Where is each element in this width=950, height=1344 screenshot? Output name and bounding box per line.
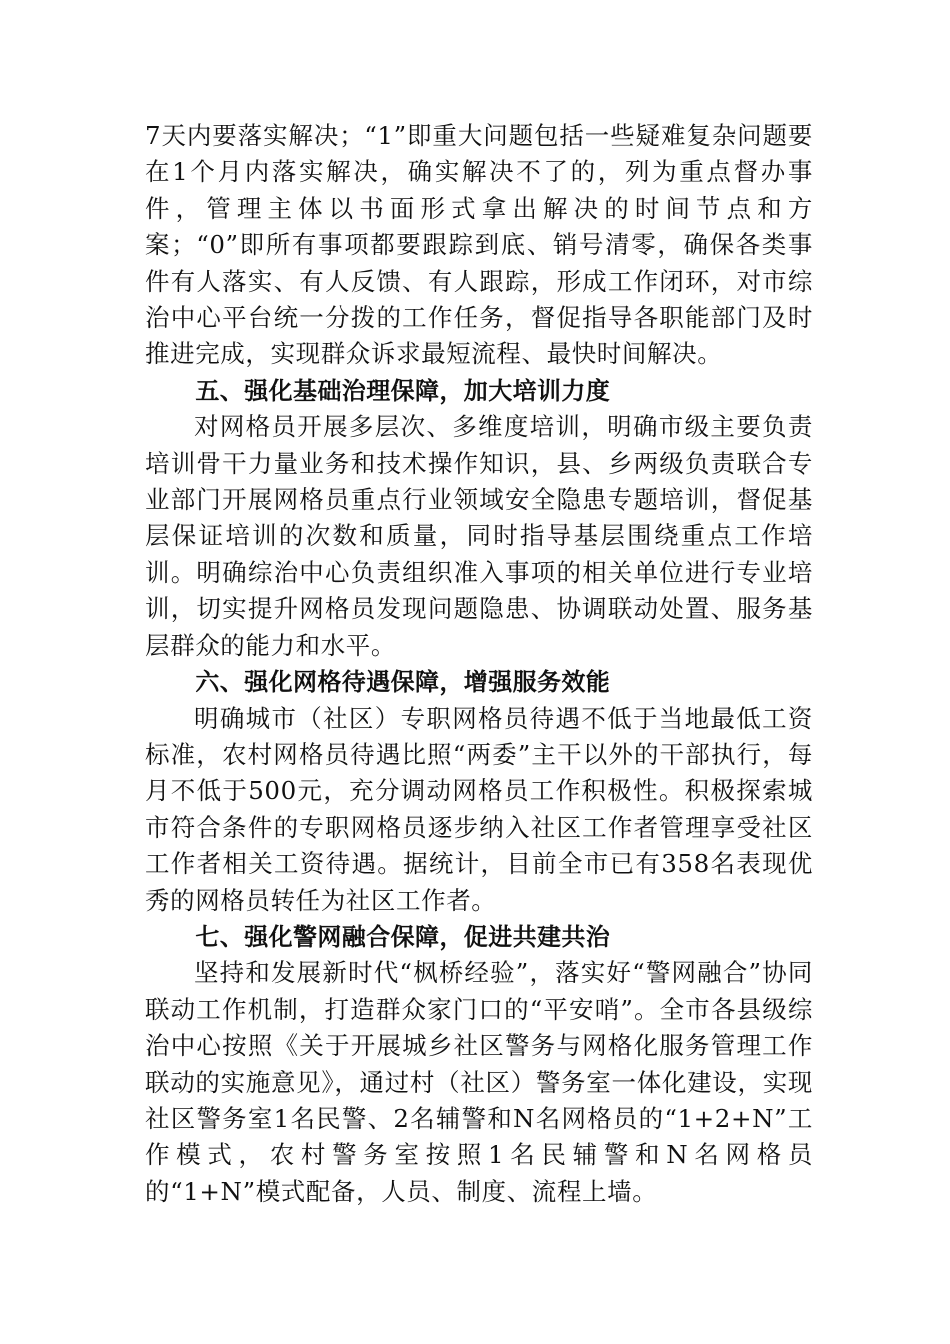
section-heading-6: 六、强化网格待遇保障，增强服务效能 xyxy=(195,668,611,697)
paragraph-police-grid: 坚持和发展新时代“枫桥经验”，落实好“警网融合”协同联动工作机制，打造群众家门口的“平安哨”。全市各县级综治中心按照《关于开展城乡社区警务与网格化服务管理工作联动的实施意见》，通过村（社区）警务室一体化建设，实现社区警务室1名民警、2名辅警和N名网格员的“1+2+N”工作模式，农村警务室按照1名民辅警和N名网格员的“1+N”模式配备，人员、制度、流程上墙。 xyxy=(145,958,813,1206)
section-heading-7: 七、强化警网融合保障，促进共建共治 xyxy=(195,922,611,951)
paragraph-continued: 7天内要落实解决；“1”即重大问题包括一些疑难复杂问题要在1个月内落实解决，确实解决不了的，列为重点督办事件，管理主体以书面形式拿出解决的时间节点和方案；“0”即所有事项都要跟踪到底、销号清零，确保各类事件有人落实、有人反馈、有人跟踪，形成工作闭环，对市综治中心平台统一分拨的工作任务，督促指导各职能部门及时推进完成，实现群众诉求最短流程、最快时间解决。 xyxy=(145,121,813,369)
document-page xyxy=(145,118,813,1210)
paragraph-salary: 明确城市（社区）专职网格员待遇不低于当地最低工资标准，农村网格员待遇比照“两委”主干以外的干部执行，每月不低于500元，充分调动网格员工作积极性。积极探索城市符合条件的专职网格员逐步纳入社区工作者管理享受社区工作者相关工资待遇。据统计，目前全市已有358名表现优秀的网格员转任为社区工作者。 xyxy=(145,703,813,915)
paragraph-training: 对网格员开展多层次、多维度培训，明确市级主要负责培训骨干力量业务和技术操作知识，县、乡两级负责联合专业部门开展网格员重点行业领域安全隐患专题培训，督促基层保证培训的次数和质量，同时指导基层围绕重点工作培训。明确综治中心负责组织准入事项的相关单位进行专业培训，切实提升网格员发现问题隐患、协调联动处置、服务基层群众的能力和水平。 xyxy=(145,412,813,660)
section-heading-5: 五、强化基础治理保障，加大培训力度 xyxy=(195,376,611,405)
